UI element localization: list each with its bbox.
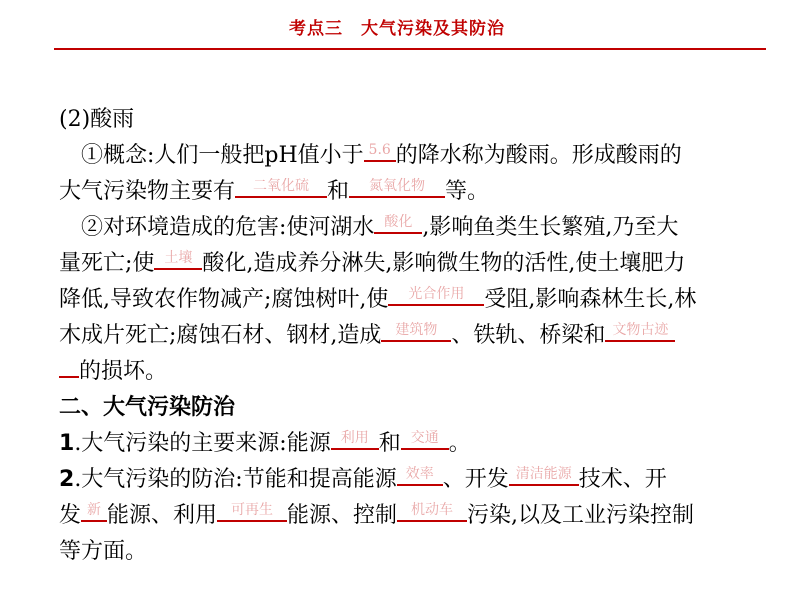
header-divider: [54, 48, 766, 50]
blank-efficiency: 效率: [397, 462, 443, 486]
blank-buildings: 建筑物: [381, 318, 451, 342]
blank-new-energy: 新: [81, 498, 107, 522]
harm-line-2: 量死亡;使 土壤 酸化,造成养分淋失,影响微生物的活性,使土壤肥力: [59, 246, 749, 282]
harm-line-5: 的损坏。: [59, 354, 749, 390]
blank-photosynthesis: 光合作用: [388, 282, 484, 306]
concept-line-2: 大气污染物主要有 二氧化硫 和 氮氧化物 等。: [59, 174, 749, 210]
document-body: [59, 102, 749, 570]
source-line: 1.大气污染的主要来源:能源 利用 和 交通 。: [59, 426, 749, 462]
blank-traffic: 交通: [401, 426, 449, 450]
blank-cultural-relics-part2: [59, 354, 79, 378]
concept-line-1: ①概念:人们一般把pH值小于 5.6 的降水称为酸雨。形成酸雨的: [59, 138, 749, 174]
blank-vehicle: 机动车: [397, 498, 467, 522]
blank-cultural-relics-part1: 文物古迹: [605, 318, 675, 342]
prevention-line-2: 发 新 能源、利用 可再生 能源、控制 机动车 污染,以及工业污染控制: [59, 498, 749, 534]
section-title: 二、大气污染防治: [59, 395, 236, 420]
blank-renewable: 可再生: [217, 498, 287, 522]
blank-sulfur-dioxide: 二氧化硫: [235, 174, 327, 198]
blank-water-acidify: 酸化: [374, 210, 422, 234]
harm-line-1: ②对环境造成的危害:使河湖水 酸化 ,影响鱼类生长繁殖,乃至大: [59, 210, 749, 246]
blank-ph-value: 5.6: [364, 138, 396, 162]
acid-rain-heading: (2)酸雨: [59, 107, 135, 132]
blank-energy-utilization: 利用: [331, 426, 379, 450]
page-title: 考点三 大气污染及其防治: [289, 19, 505, 39]
harm-line-3: 降低,导致农作物减产;腐蚀树叶,使 光合作用 受阻,影响森林生长,林: [59, 282, 749, 318]
blank-nitrogen-oxides: 氮氧化物: [349, 174, 445, 198]
harm-line-4: 木成片死亡;腐蚀石材、钢材,造成 建筑物 、铁轨、桥梁和 文物古迹: [59, 318, 749, 354]
prevention-line-3: 等方面。: [59, 539, 148, 564]
prevention-line-1: 2.大气污染的防治:节能和提高能源 效率 、开发 清洁能源 技术、开: [59, 462, 749, 498]
blank-clean-tech: 清洁能源: [509, 462, 579, 486]
blank-soil: 土壤: [154, 246, 202, 270]
